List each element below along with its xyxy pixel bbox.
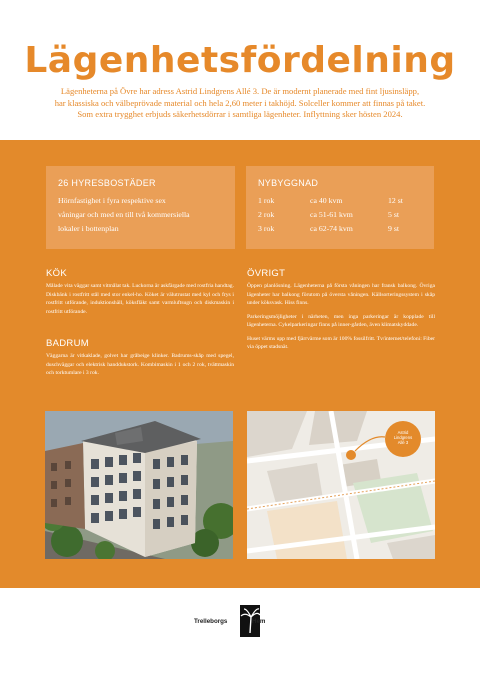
building-rendering-image (45, 411, 233, 559)
rooms-cell: 2 rok (258, 210, 275, 219)
count-cell: 9 st (388, 224, 400, 233)
intro-line: Lägenheterna på Övre har adress Astrid Lindgrens Allé 3. De är modernt planerade med fint ljusinsläpp, (60, 86, 420, 96)
ovrigt-text: Öppen planlösning. Lägenheterna på första våningen har fransk balkong. Övriga lägenheter har balkong förutom på översta våningen. Källsorteringssystem i skåp under köksvask. Hiss finns. (247, 283, 435, 306)
nybyggnad-heading: NYBYGGNAD (258, 178, 319, 188)
apartment-row (258, 222, 434, 236)
trelleborgshem-logo (190, 603, 290, 637)
map-label-line: Allé 3 (397, 440, 409, 445)
size-cell: ca 40 kvm (310, 196, 343, 205)
hyresbostader-line: Hörnfastighet i fyra respektive sex (58, 196, 166, 205)
badrum-heading: BADRUM (46, 338, 89, 349)
intro-text (30, 86, 450, 121)
kok-heading: KÖK (46, 268, 67, 279)
apartment-row (258, 208, 434, 222)
ovrigt-text: Parkeringsmöjligheter i närheten, men inga parkeringar är kopplade till lägenheterna. Cykelparkeringar finns på inner-gården, även klimatskyddade. (247, 313, 435, 328)
kok-text: Målade vita väggar samt vitmålat tak. Luckorna är askfärgade med rostfria handtag. Diskbänk i rostfritt stål med stor enkel-ho. Köket är välutrustat med kyl och frys i rostfritt utförande, induktionshäll, köksfläkt samt varmluftsugn och diskmaskin i rostfritt utförande. (46, 283, 234, 315)
hyresbostader-line: våningar och med en till två kommersiella (58, 210, 190, 219)
hyresbostader-text (58, 194, 228, 236)
hyresbostader-line: lokaler i bottenplan (58, 224, 119, 233)
intro-line: Som extra trygghet erbjuds säkerhetsdörrar i samtliga lägenheter. Inflyttning sker hösten 2024. (77, 109, 403, 119)
ovrigt-section (247, 268, 435, 357)
count-cell: 12 st (388, 196, 403, 205)
page-title: Lägenhetsfördelning (24, 40, 456, 81)
size-cell: ca 62-74 kvm (310, 224, 353, 233)
nybyggnad-box (246, 166, 434, 249)
rooms-cell: 1 rok (258, 196, 275, 205)
building-illustration (45, 411, 233, 559)
apartment-table (258, 194, 434, 236)
badrum-section (46, 338, 234, 383)
location-map (247, 411, 435, 559)
rooms-cell: 3 rok (258, 224, 275, 233)
ovrigt-text: Huset värms upp med fjärrvärme som är 100% fossilfritt. Tv/internet/telefoni: Fiber via öppet stadsnät. (247, 335, 435, 350)
size-cell: ca 51-61 kvm (310, 210, 353, 219)
count-cell: 5 st (388, 210, 400, 219)
hyresbostader-heading: 26 HYRESBOSTÄDER (58, 178, 156, 188)
hyresbostader-box (46, 166, 235, 249)
map-address-label (385, 421, 421, 457)
badrum-text: Väggarna är vitkaklade, golvet har gråbeige klinker. Badrums-skåp med spegel, duschväggar och elektrisk handdukstork. Kombimaskin i 1 och 2 rok, tvättmaskin och torktumlare i 3 rok. (46, 353, 234, 376)
intro-line: har klassiska och välbeprövade material och hela 2,60 meter i takhöjd. Solceller kommer att finnas på taket. (54, 97, 426, 108)
apartment-row (258, 194, 434, 208)
map-label-line: Astrid (397, 430, 409, 435)
ovrigt-heading: ÖVRIGT (247, 268, 286, 279)
kok-section (46, 268, 234, 321)
logo-text-right: Hem (252, 618, 266, 625)
logo-text-left: Trelleborgs (194, 618, 228, 625)
map-label-line: Lindgrens (393, 435, 413, 440)
